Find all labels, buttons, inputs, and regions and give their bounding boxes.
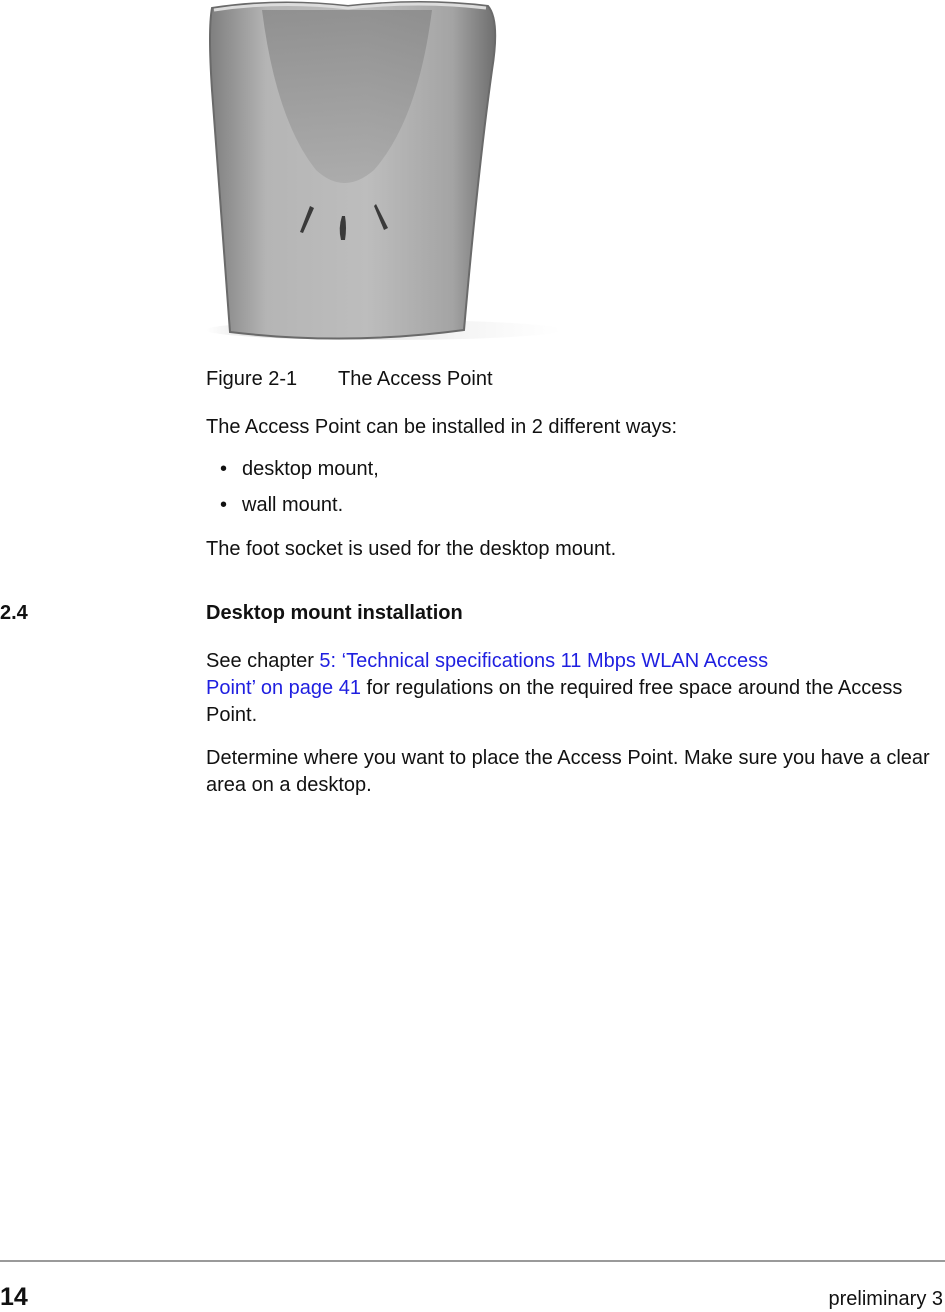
- list-item-text: wall mount.: [242, 494, 344, 516]
- list-item-text: desktop mount,: [242, 458, 379, 480]
- installation-methods-list: [206, 456, 379, 528]
- list-item: [206, 492, 379, 528]
- page-number: 14: [0, 1283, 28, 1311]
- access-point-figure: [206, 0, 562, 342]
- figure-caption-text: The Access Point: [338, 368, 493, 390]
- link-line-1: 5: ‘Technical specifications 11 Mbps WLAN Access: [319, 650, 769, 672]
- section-number: 2.4: [0, 602, 28, 624]
- footer-note: preliminary 3: [828, 1288, 943, 1310]
- list-item: [206, 456, 379, 492]
- regulations-paragraph: [206, 648, 931, 729]
- foot-socket-paragraph: The foot socket is used for the desktop mount.: [206, 538, 617, 560]
- figure-number: Figure 2-1: [206, 368, 298, 390]
- figure-caption: [206, 366, 493, 392]
- bullet-icon: •: [220, 494, 228, 516]
- regulations-suffix: for regulations on the required free space around the Access Point.: [206, 677, 903, 726]
- section-title: Desktop mount installation: [206, 602, 463, 624]
- intro-paragraph: The Access Point can be installed in 2 different ways:: [206, 416, 678, 438]
- footer-divider: [0, 1260, 945, 1262]
- regulations-prefix: See chapter: [206, 650, 320, 672]
- bullet-icon: •: [220, 458, 228, 480]
- placement-paragraph: Determine where you want to place the Access Point. Make sure you have a clear area on a desktop.: [206, 747, 930, 796]
- link-line-2: Point’ on page 41: [206, 677, 361, 699]
